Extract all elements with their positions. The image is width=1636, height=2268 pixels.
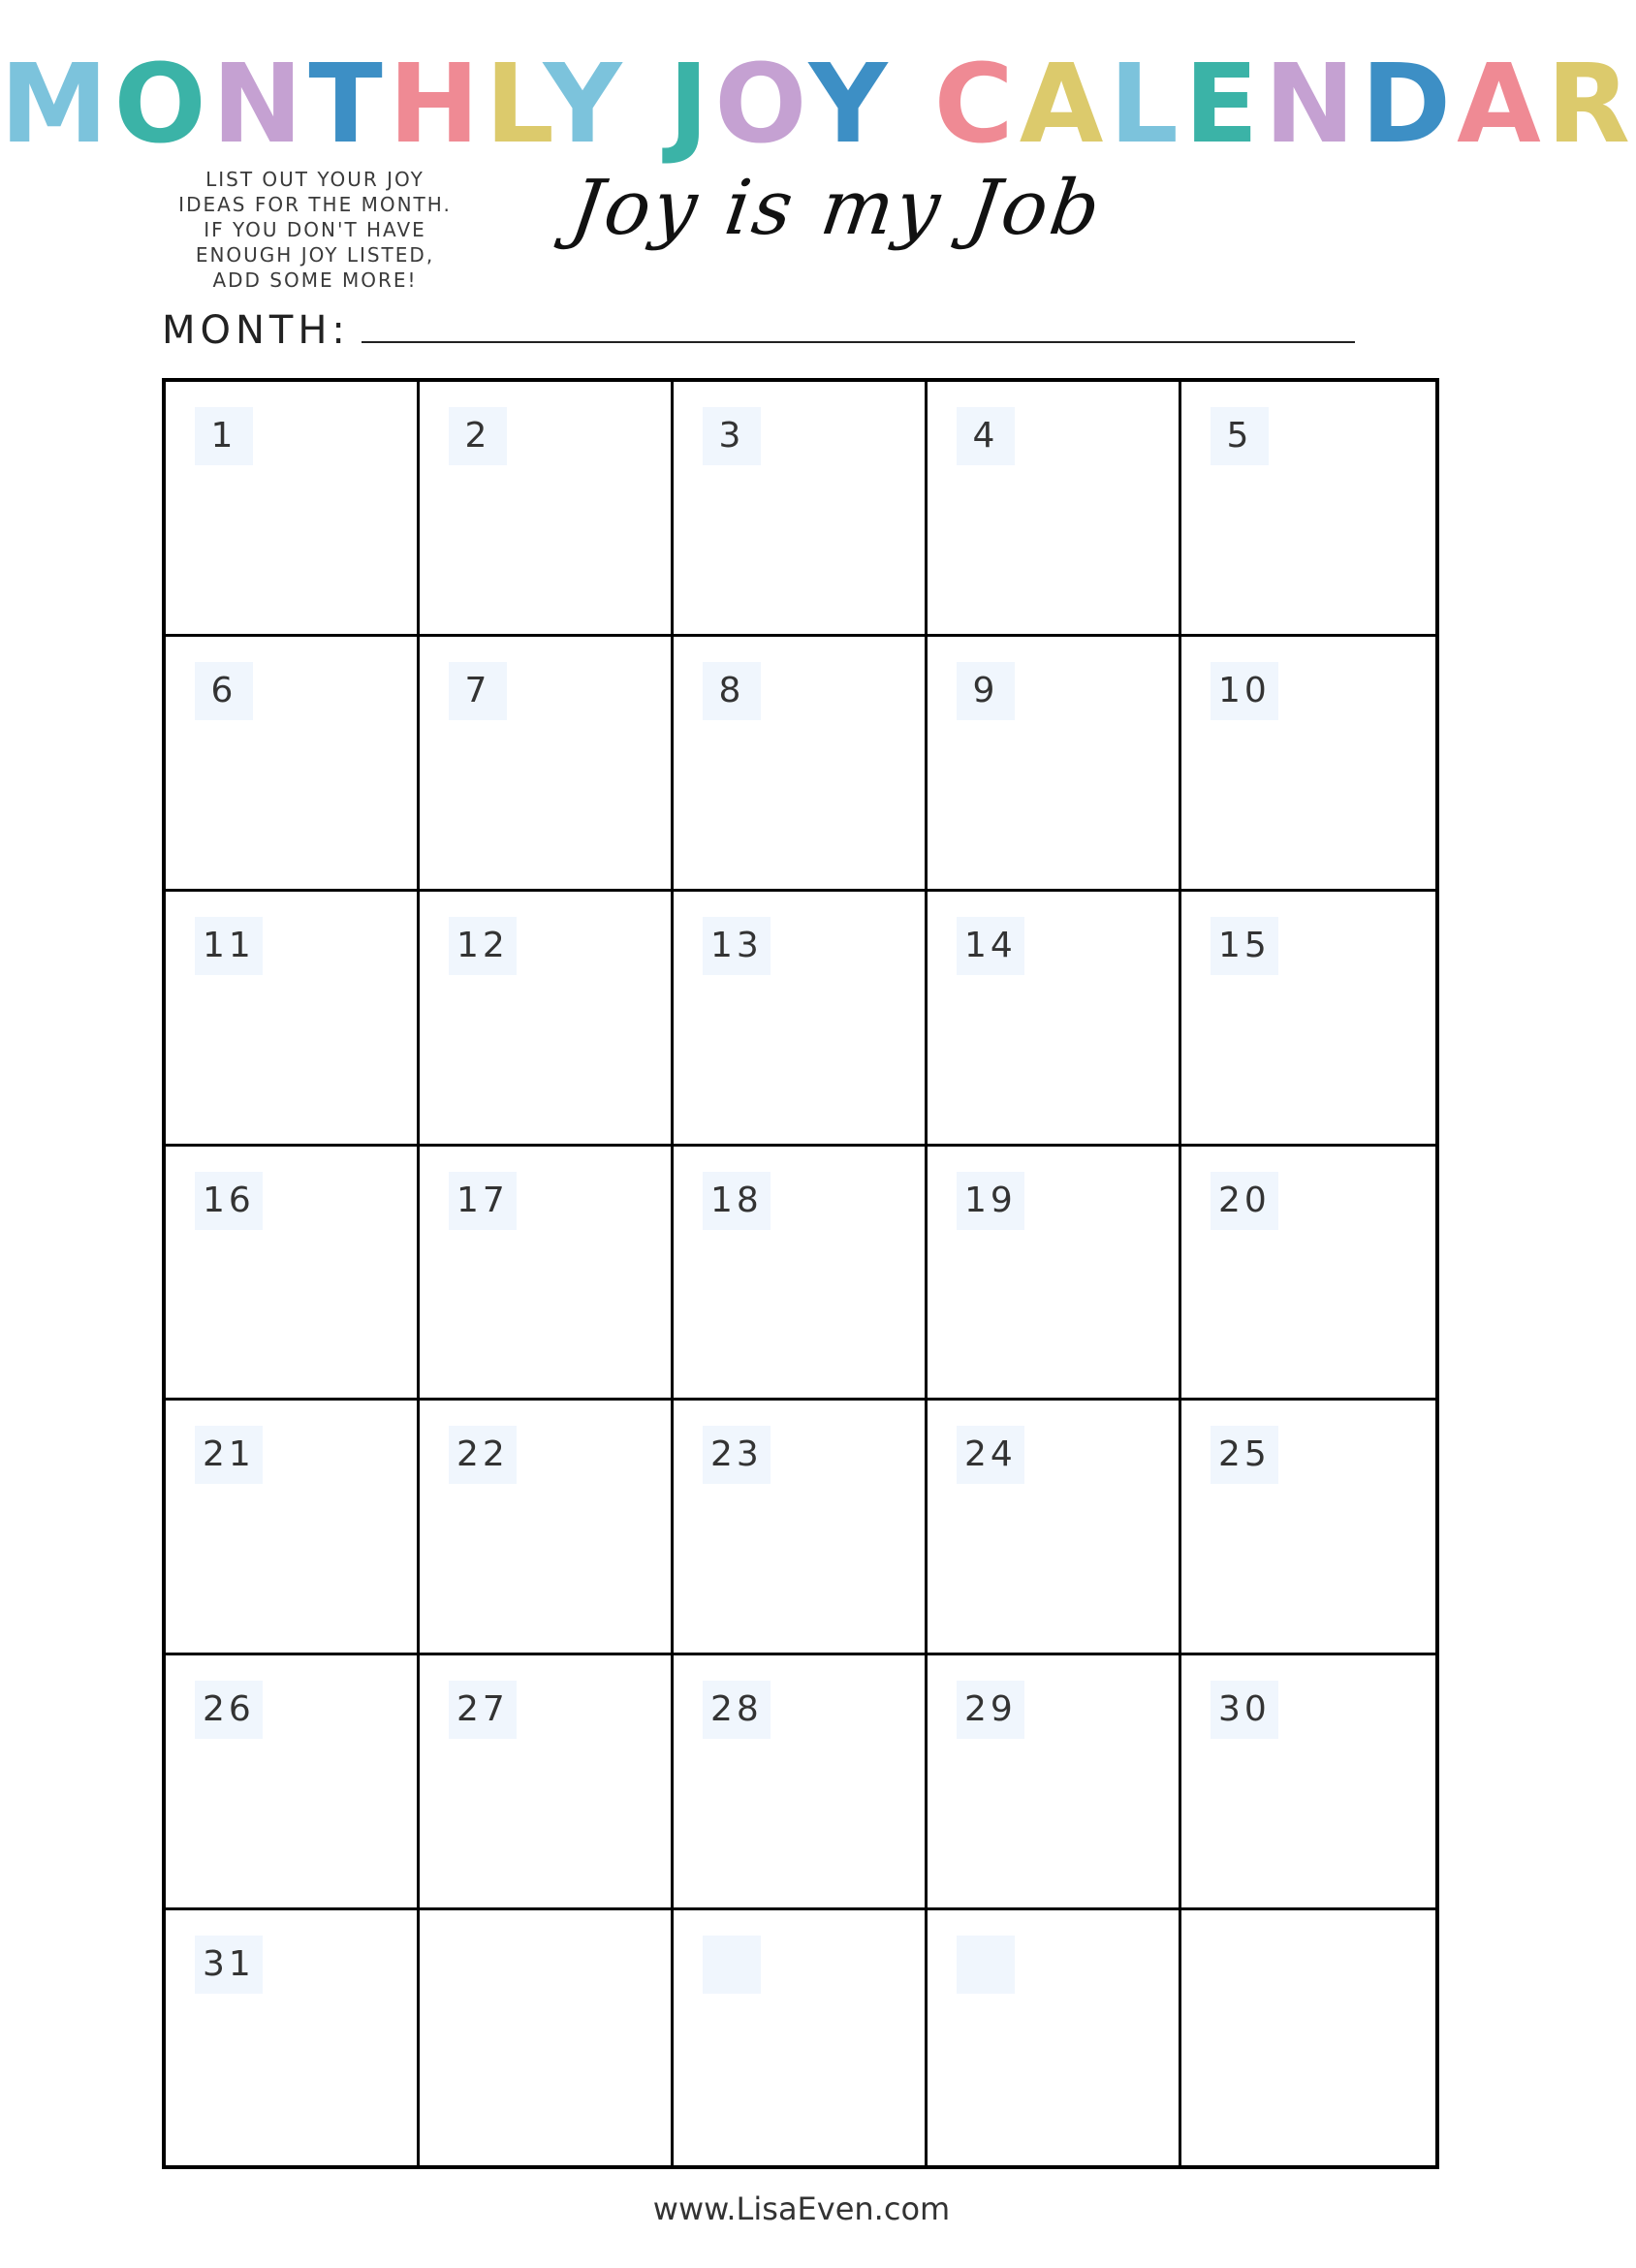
instruction-line: ADD SOME MORE! (212, 268, 418, 292)
month-blank-line[interactable] (362, 312, 1355, 343)
title-letter: C (933, 42, 1020, 168)
day-number: 7 (449, 662, 507, 720)
day-cell[interactable] (1181, 892, 1435, 1147)
day-cell[interactable] (166, 382, 420, 637)
day-cell[interactable] (1181, 1910, 1435, 2165)
title-letter: N (1264, 42, 1362, 168)
day-number: 9 (957, 662, 1015, 720)
tagline: Joy is my Job (565, 165, 1109, 252)
day-cell[interactable] (166, 1655, 420, 1910)
day-cell[interactable] (420, 382, 674, 637)
day-cell[interactable] (674, 637, 928, 892)
day-number: 23 (703, 1426, 771, 1484)
day-number: 13 (703, 917, 771, 975)
day-cell[interactable] (166, 892, 420, 1147)
day-number: 11 (195, 917, 263, 975)
footer-website: www.LisaEven.com (652, 2190, 951, 2227)
instruction-line: ENOUGH JOY LISTED, (195, 243, 435, 267)
day-cell[interactable] (166, 637, 420, 892)
day-number: 22 (449, 1426, 517, 1484)
day-number: 28 (703, 1681, 771, 1739)
day-number: 21 (195, 1426, 263, 1484)
page-title (0, 42, 1636, 168)
day-number: 20 (1211, 1172, 1278, 1230)
day-cell[interactable] (674, 382, 928, 637)
day-cell[interactable] (1181, 1147, 1435, 1402)
day-number: 10 (1211, 662, 1278, 720)
day-number: 12 (449, 917, 517, 975)
instruction-line: IDEAS FOR THE MONTH. (178, 193, 452, 216)
day-number: 15 (1211, 917, 1278, 975)
title-letter: O (714, 42, 809, 168)
day-cell[interactable] (674, 1147, 928, 1402)
day-number: 3 (703, 407, 761, 465)
title-letter: A (1457, 42, 1547, 168)
day-number: 5 (1211, 407, 1269, 465)
day-cell[interactable] (928, 382, 1181, 637)
day-number (957, 1936, 1015, 1994)
day-number (703, 1936, 761, 1994)
day-number: 26 (195, 1681, 263, 1739)
day-cell[interactable] (674, 1401, 928, 1655)
day-number: 18 (703, 1172, 771, 1230)
month-label: MONTH: (162, 308, 350, 353)
instructions-text (145, 167, 485, 293)
day-number: 30 (1211, 1681, 1278, 1739)
day-cell[interactable] (1181, 1401, 1435, 1655)
title-letter: L (485, 42, 544, 168)
day-cell[interactable] (674, 892, 928, 1147)
title-letter: L (1109, 42, 1184, 168)
day-cell[interactable] (166, 1147, 420, 1402)
day-cell[interactable] (166, 1401, 420, 1655)
title-letter: R (1546, 42, 1636, 168)
day-number: 24 (957, 1426, 1024, 1484)
day-cell[interactable] (674, 1655, 928, 1910)
title-letter: J (668, 42, 715, 168)
day-cell[interactable] (928, 892, 1181, 1147)
instruction-line: LIST OUT YOUR JOY (205, 168, 425, 191)
calendar-grid (162, 378, 1439, 2169)
day-cell[interactable] (928, 1147, 1181, 1402)
day-cell[interactable] (928, 1910, 1181, 2165)
day-cell[interactable] (420, 1401, 674, 1655)
title-letter: M (0, 42, 114, 168)
title-letter: D (1361, 42, 1458, 168)
title-letter: A (1019, 42, 1110, 168)
day-cell[interactable] (1181, 1655, 1435, 1910)
day-number: 25 (1211, 1426, 1278, 1484)
day-cell[interactable] (674, 1910, 928, 2165)
day-cell[interactable] (1181, 637, 1435, 892)
title-letter: O (113, 42, 212, 168)
day-number: 14 (957, 917, 1024, 975)
day-number: 8 (703, 662, 761, 720)
day-number: 29 (957, 1681, 1024, 1739)
title-letter: T (308, 42, 389, 168)
title-letter: Y (808, 42, 894, 168)
day-number: 17 (449, 1172, 517, 1230)
day-number: 19 (957, 1172, 1024, 1230)
title-letter: E (1183, 42, 1265, 168)
day-cell[interactable] (928, 637, 1181, 892)
title-letter: Y (543, 42, 628, 168)
day-cell[interactable] (420, 892, 674, 1147)
day-cell[interactable] (928, 1655, 1181, 1910)
instruction-line: IF YOU DON'T HAVE (204, 218, 426, 241)
day-number: 6 (195, 662, 253, 720)
title-letter: H (388, 42, 486, 168)
day-cell[interactable] (420, 1655, 674, 1910)
month-field[interactable] (162, 308, 1355, 353)
day-cell[interactable] (420, 637, 674, 892)
day-cell[interactable] (420, 1910, 674, 2165)
day-number: 1 (195, 407, 253, 465)
day-cell[interactable] (420, 1147, 674, 1402)
day-cell[interactable] (166, 1910, 420, 2165)
title-letter: N (211, 42, 309, 168)
day-number: 16 (195, 1172, 263, 1230)
day-cell[interactable] (928, 1401, 1181, 1655)
day-number: 2 (449, 407, 507, 465)
day-cell[interactable] (1181, 382, 1435, 637)
day-number: 27 (449, 1681, 517, 1739)
day-number: 31 (195, 1936, 263, 1994)
day-number: 4 (957, 407, 1015, 465)
